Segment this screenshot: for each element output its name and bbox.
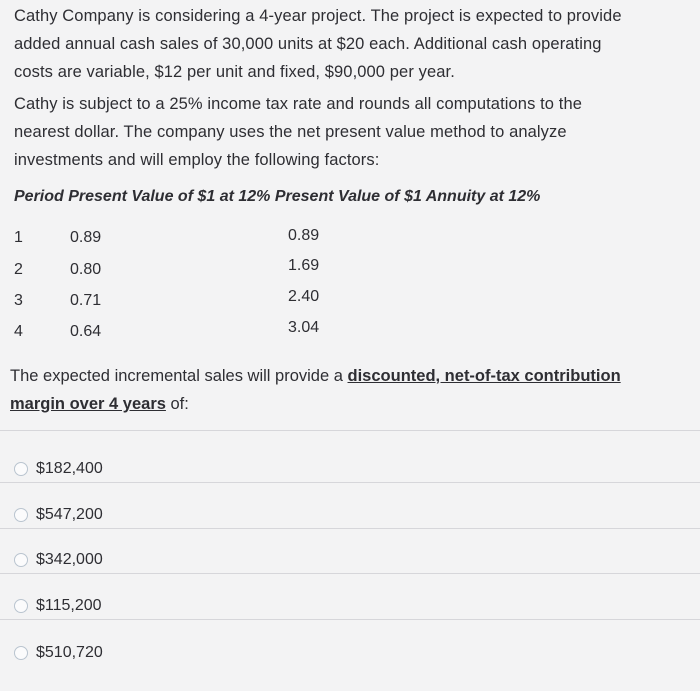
option-label: $182,400	[36, 460, 103, 477]
option-label: $547,200	[36, 506, 103, 523]
period-cell: 1	[14, 229, 23, 246]
intro-line-2: added annual cash sales of 30,000 units at $20 each. Additional cash operating	[14, 35, 602, 53]
answer-option-4[interactable]	[14, 593, 102, 619]
answer-option-2[interactable]	[14, 502, 103, 528]
radio-icon[interactable]	[14, 508, 28, 522]
period-cell: 2	[14, 261, 23, 278]
period-cell: 3	[14, 292, 23, 309]
option-label: $510,720	[36, 644, 103, 661]
question-prefix: The expected incremental sales will provide a	[10, 367, 348, 385]
answer-option-1[interactable]	[14, 456, 103, 482]
table-row	[0, 288, 700, 320]
pv-cell: 0.89	[70, 229, 102, 246]
question-emphasis-2: margin over 4 years	[10, 395, 166, 413]
annuity-cell: 2.40	[288, 288, 320, 305]
tax-line-3: investments and will employ the following factors:	[14, 151, 380, 169]
answer-option-3[interactable]	[14, 547, 103, 573]
tax-line-2: nearest dollar. The company uses the net present value method to analyze	[14, 123, 567, 141]
pv-cell: 0.80	[70, 261, 102, 278]
answer-option-5[interactable]	[14, 640, 103, 666]
intro-line-3: costs are variable, $12 per unit and fixed, $90,000 per year.	[14, 63, 455, 81]
divider	[0, 619, 700, 620]
radio-icon[interactable]	[14, 553, 28, 567]
annuity-cell: 0.89	[288, 227, 320, 244]
annuity-cell: 1.69	[288, 257, 320, 274]
table-row	[0, 319, 700, 351]
option-label: $115,200	[36, 597, 102, 614]
divider	[0, 482, 700, 483]
question-suffix: of:	[165, 395, 189, 413]
question-emphasis-1: discounted, net-of-tax contribution	[347, 367, 621, 385]
question-text	[10, 362, 690, 418]
table-row	[0, 229, 700, 257]
divider	[0, 573, 700, 574]
pv-cell: 0.71	[70, 292, 102, 309]
table-row	[0, 257, 700, 289]
intro-line-1: Cathy Company is considering a 4-year project. The project is expected to provide	[14, 7, 622, 25]
tax-paragraph	[14, 90, 684, 174]
pv-cell: 0.64	[70, 323, 102, 340]
radio-icon[interactable]	[14, 646, 28, 660]
option-label: $342,000	[36, 551, 103, 568]
tax-line-1: Cathy is subject to a 25% income tax rate and rounds all computations to the	[14, 95, 582, 113]
period-cell: 4	[14, 323, 23, 340]
factor-table-header: Period Present Value of $1 at 12% Present Value of $1 Annuity at 12%	[14, 188, 541, 205]
annuity-cell: 3.04	[288, 319, 320, 336]
radio-icon[interactable]	[14, 599, 28, 613]
divider	[0, 528, 700, 529]
problem-intro-paragraph	[14, 2, 684, 86]
radio-icon[interactable]	[14, 462, 28, 476]
divider	[0, 430, 700, 431]
